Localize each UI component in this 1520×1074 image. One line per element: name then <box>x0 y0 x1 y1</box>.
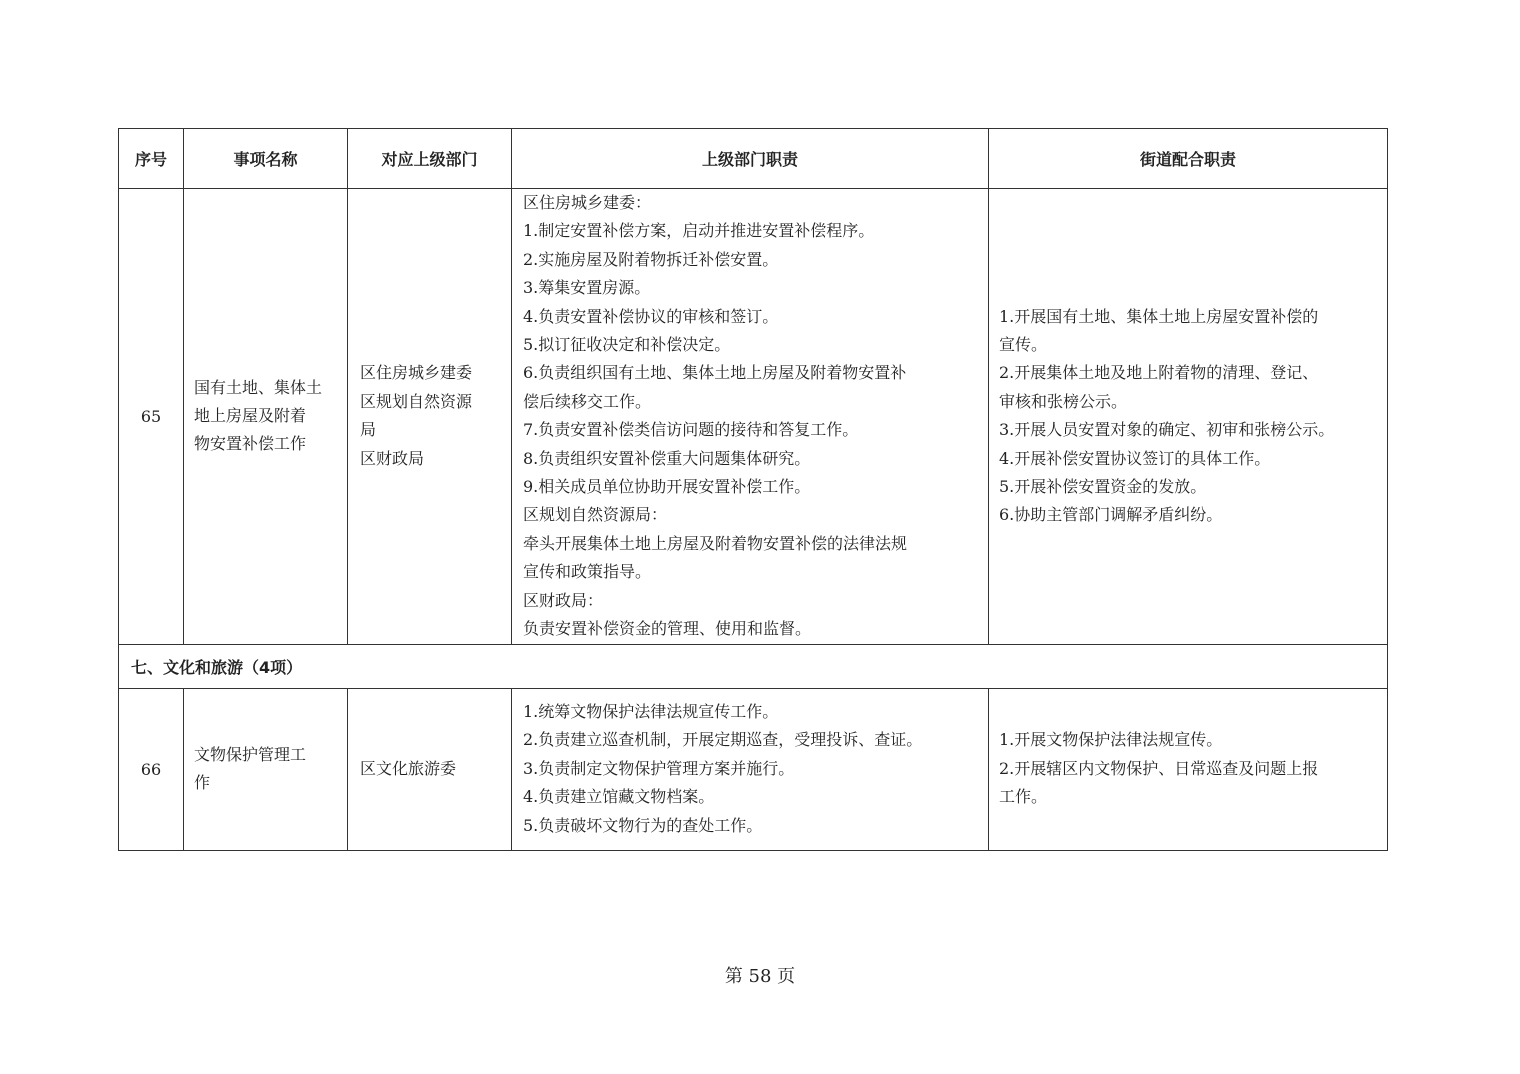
department-line: 区规划自然资源 <box>360 391 473 411</box>
street-duties <box>989 688 1388 850</box>
street-duty-line: 审核和张榜公示。 <box>999 391 1128 411</box>
duty-line: 4.负责建立馆藏文物档案。 <box>523 787 715 807</box>
duty-line: 2.负责建立巡查机制，开展定期巡查，受理投诉、查证。 <box>523 730 923 750</box>
item-name-line: 地上房屋及附着 <box>194 406 307 426</box>
duty-line: 1.统筹文物保护法律法规宣传工作。 <box>523 701 779 721</box>
department-line: 区文化旅游委 <box>360 758 457 778</box>
section-title: 七、文化和旅游（4项） <box>119 644 1388 688</box>
duty-line: 偿后续移交工作。 <box>523 391 652 411</box>
header-row <box>119 129 1388 189</box>
department <box>348 189 512 645</box>
duty-line: 区财政局： <box>523 590 604 610</box>
duty-line: 7.负责安置补偿类信访问题的接待和答复工作。 <box>523 420 859 440</box>
item-name <box>184 189 348 645</box>
header-item-name: 事项名称 <box>184 129 348 189</box>
street-duty-line: 2.开展集体土地及地上附着物的清理、登记、 <box>999 363 1319 383</box>
department-duties <box>512 688 989 850</box>
duty-line: 牵头开展集体土地上房屋及附着物安置补偿的法律法规 <box>523 533 908 553</box>
header-department-duties: 上级部门职责 <box>512 129 989 189</box>
department-duties <box>512 189 989 645</box>
serial-number: 66 <box>119 688 184 850</box>
department-line: 区住房城乡建委 <box>360 363 473 383</box>
street-duty-line: 2.开展辖区内文物保护、日常巡查及问题上报 <box>999 758 1319 778</box>
page-number: 第 58 页 <box>724 966 796 987</box>
duty-line: 5.拟订征收决定和补偿决定。 <box>523 335 731 355</box>
duty-line: 6.负责组织国有土地、集体土地上房屋及附着物安置补 <box>523 363 907 383</box>
duty-table <box>118 128 1388 851</box>
duty-line: 4.负责安置补偿协议的审核和签订。 <box>523 306 779 326</box>
duty-line: 9.相关成员单位协助开展安置补偿工作。 <box>523 477 811 497</box>
duty-line: 宣传和政策指导。 <box>523 562 652 582</box>
department-line: 区财政局 <box>360 448 425 468</box>
duty-line: 区规划自然资源局： <box>523 505 668 525</box>
serial-number: 65 <box>119 189 184 645</box>
duty-line: 8.负责组织安置补偿重大问题集体研究。 <box>523 448 811 468</box>
header-serial: 序号 <box>119 129 184 189</box>
street-duties <box>989 189 1388 645</box>
item-name-line: 文物保护管理工 <box>194 744 307 764</box>
duty-line: 3.负责制定文物保护管理方案并施行。 <box>523 758 795 778</box>
street-duty-line: 宣传。 <box>999 335 1048 355</box>
duty-line: 负责安置补偿资金的管理、使用和监督。 <box>523 619 812 639</box>
duty-line: 2.实施房屋及附着物拆迁补偿安置。 <box>523 249 779 269</box>
item-name-line: 物安置补偿工作 <box>194 434 307 454</box>
street-duty-line: 工作。 <box>999 787 1048 807</box>
street-duty-line: 3.开展人员安置对象的确定、初审和张榜公示。 <box>999 420 1335 440</box>
item-name <box>184 688 348 850</box>
section-row <box>119 644 1388 688</box>
street-duty-line: 1.开展文物保护法律法规宣传。 <box>999 730 1223 750</box>
item-name-line: 国有土地、集体土 <box>194 377 323 397</box>
street-duty-line: 6.协助主管部门调解矛盾纠纷。 <box>999 505 1223 525</box>
department <box>348 688 512 850</box>
department-line: 局 <box>360 420 377 440</box>
street-duty-line: 5.开展补偿安置资金的发放。 <box>999 477 1207 497</box>
duty-line: 1.制定安置补偿方案，启动并推进安置补偿程序。 <box>523 221 875 241</box>
header-department: 对应上级部门 <box>348 129 512 189</box>
header-street-duties: 街道配合职责 <box>989 129 1388 189</box>
duty-line: 区住房城乡建委： <box>523 193 652 212</box>
duty-line: 5.负责破坏文物行为的查处工作。 <box>523 815 763 835</box>
table-row <box>119 189 1388 645</box>
street-duty-line: 4.开展补偿安置协议签订的具体工作。 <box>999 448 1271 468</box>
duty-line: 3.筹集安置房源。 <box>523 278 651 298</box>
item-name-line: 作 <box>194 773 211 792</box>
street-duty-line: 1.开展国有土地、集体土地上房屋安置补偿的 <box>999 306 1319 326</box>
table-row <box>119 688 1388 850</box>
